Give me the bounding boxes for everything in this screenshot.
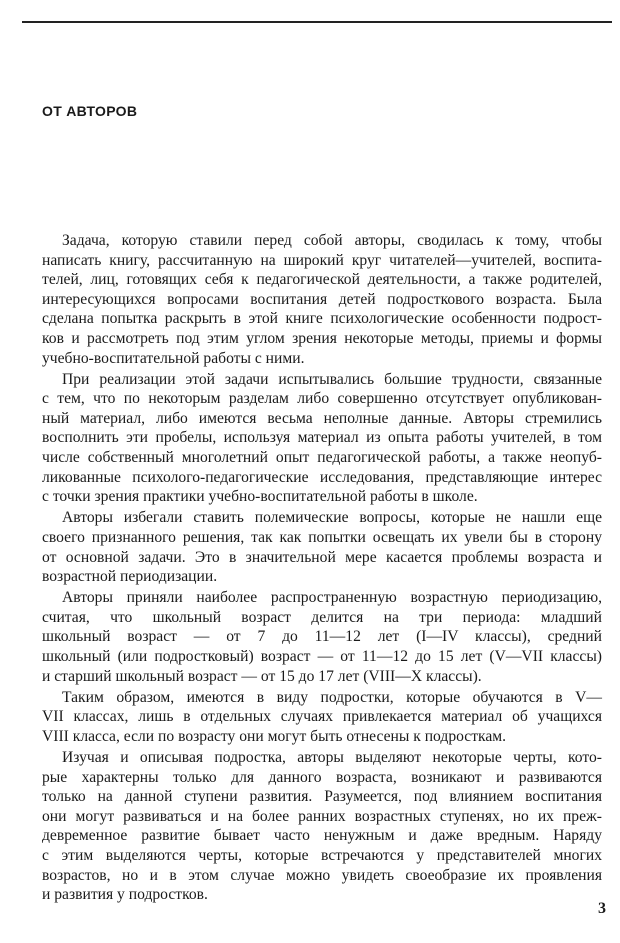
text-line: ликованные психолого-педагогические исследования, представляющие интерес xyxy=(42,468,602,486)
text-line: только на данной ступени развития. Разумеется, под влиянием воспитания xyxy=(42,788,602,806)
text-line: Таким образом, имеются в виду подростки, которые обучаются в V— xyxy=(62,688,602,706)
body-text xyxy=(42,231,602,906)
text-line: от основной задачи. Это в значительной мере касается проблемы возраста и xyxy=(42,548,602,566)
text-line: с точки зрения практики учебно-воспитательной работы в школе. xyxy=(42,488,478,506)
paragraph xyxy=(42,370,602,507)
text-line: и развития у подростков. xyxy=(42,886,208,904)
paragraph xyxy=(42,748,602,905)
text-line: VIII класса, если по возрасту они могут быть отнесены к подросткам. xyxy=(42,727,507,745)
text-line: ков и рассмотреть под этим углом зрения некоторые методы, приемы и формы xyxy=(42,329,602,347)
page-number: 3 xyxy=(598,900,606,917)
text-line: считая, что школьный возраст делится на три периода: младший xyxy=(42,608,602,626)
text-line: и старший школьный возраст — от 15 до 17 лет (VIII—X классы). xyxy=(42,667,482,685)
text-line: они могут развиваться и на более ранних возрастных ступенях, но их преж- xyxy=(42,807,602,825)
paragraph xyxy=(42,231,602,368)
text-line: с этим выделяются черты, которые встречаются у представителей многих xyxy=(42,846,602,864)
text-line: Изучая и описывая подростка, авторы выделяют некоторые черты, кото- xyxy=(62,748,602,766)
text-line: телей, лиц, готовящих себя к педагогической деятельности, а также родителей, xyxy=(42,271,602,289)
paragraph xyxy=(42,508,602,586)
text-line: возрастов, но и в этом случае можно увидеть своеобразие их проявления xyxy=(42,866,602,884)
text-line: Задача, которую ставили перед собой авторы, сводилась к тому, чтобы xyxy=(62,232,602,249)
text-line: сделана попытка раскрыть в этой книге психологические особенности подрост- xyxy=(42,310,602,328)
text-line: рые характерны только для данного возраста, возникают и развиваются xyxy=(42,768,602,786)
text-line: школьный возраст — от 7 до 11—12 лет (I—IV классы), средний xyxy=(42,628,602,646)
text-line: написать книгу, рассчитанную на широкий круг читателей—учителей, воспита- xyxy=(42,251,602,269)
text-line: числе собственный многолетний опыт педагогической работы, а также неопуб- xyxy=(42,449,602,467)
text-line: Авторы избегали ставить полемические вопросы, которые не нашли еще xyxy=(62,509,602,527)
paragraph xyxy=(42,588,602,686)
text-line: интересующихся вопросами воспитания детей подросткового возраста. Была xyxy=(42,290,602,308)
text-line: школьный (или подростковый) возраст — от 11—12 до 15 лет (V—VII классы) xyxy=(42,647,602,665)
text-line: девременное развитие бывает часто ненужным и даже вредным. Наряду xyxy=(42,827,602,845)
text-line: VII классах, лишь в отдельных случаях привлекается материал об учащихся xyxy=(42,708,602,726)
text-line: своего признанного решения, так как попытки освещать их увели бы в сторону xyxy=(42,528,602,546)
text-line: с тем, что по некоторым разделам либо совершенно отсутствует опубликован- xyxy=(42,390,602,408)
text-line: восполнить эти пробелы, используя материал из опыта работы учителей, в том xyxy=(42,429,602,447)
page-title: ОТ АВТОРОВ xyxy=(42,103,138,119)
text-line: Авторы приняли наиболее распространенную возрастную периодизацию, xyxy=(62,589,602,607)
text-line: ный материал, либо имеются весьма неполные данные. Авторы стремились xyxy=(42,409,602,427)
text-line: При реализации этой задачи испытывались большие трудности, связанные xyxy=(62,370,602,388)
paragraph xyxy=(42,688,602,747)
text-line: возрастной периодизации. xyxy=(42,568,218,586)
top-rule xyxy=(22,21,612,23)
text-line: учебно-воспитательной работы с ними. xyxy=(42,349,305,367)
